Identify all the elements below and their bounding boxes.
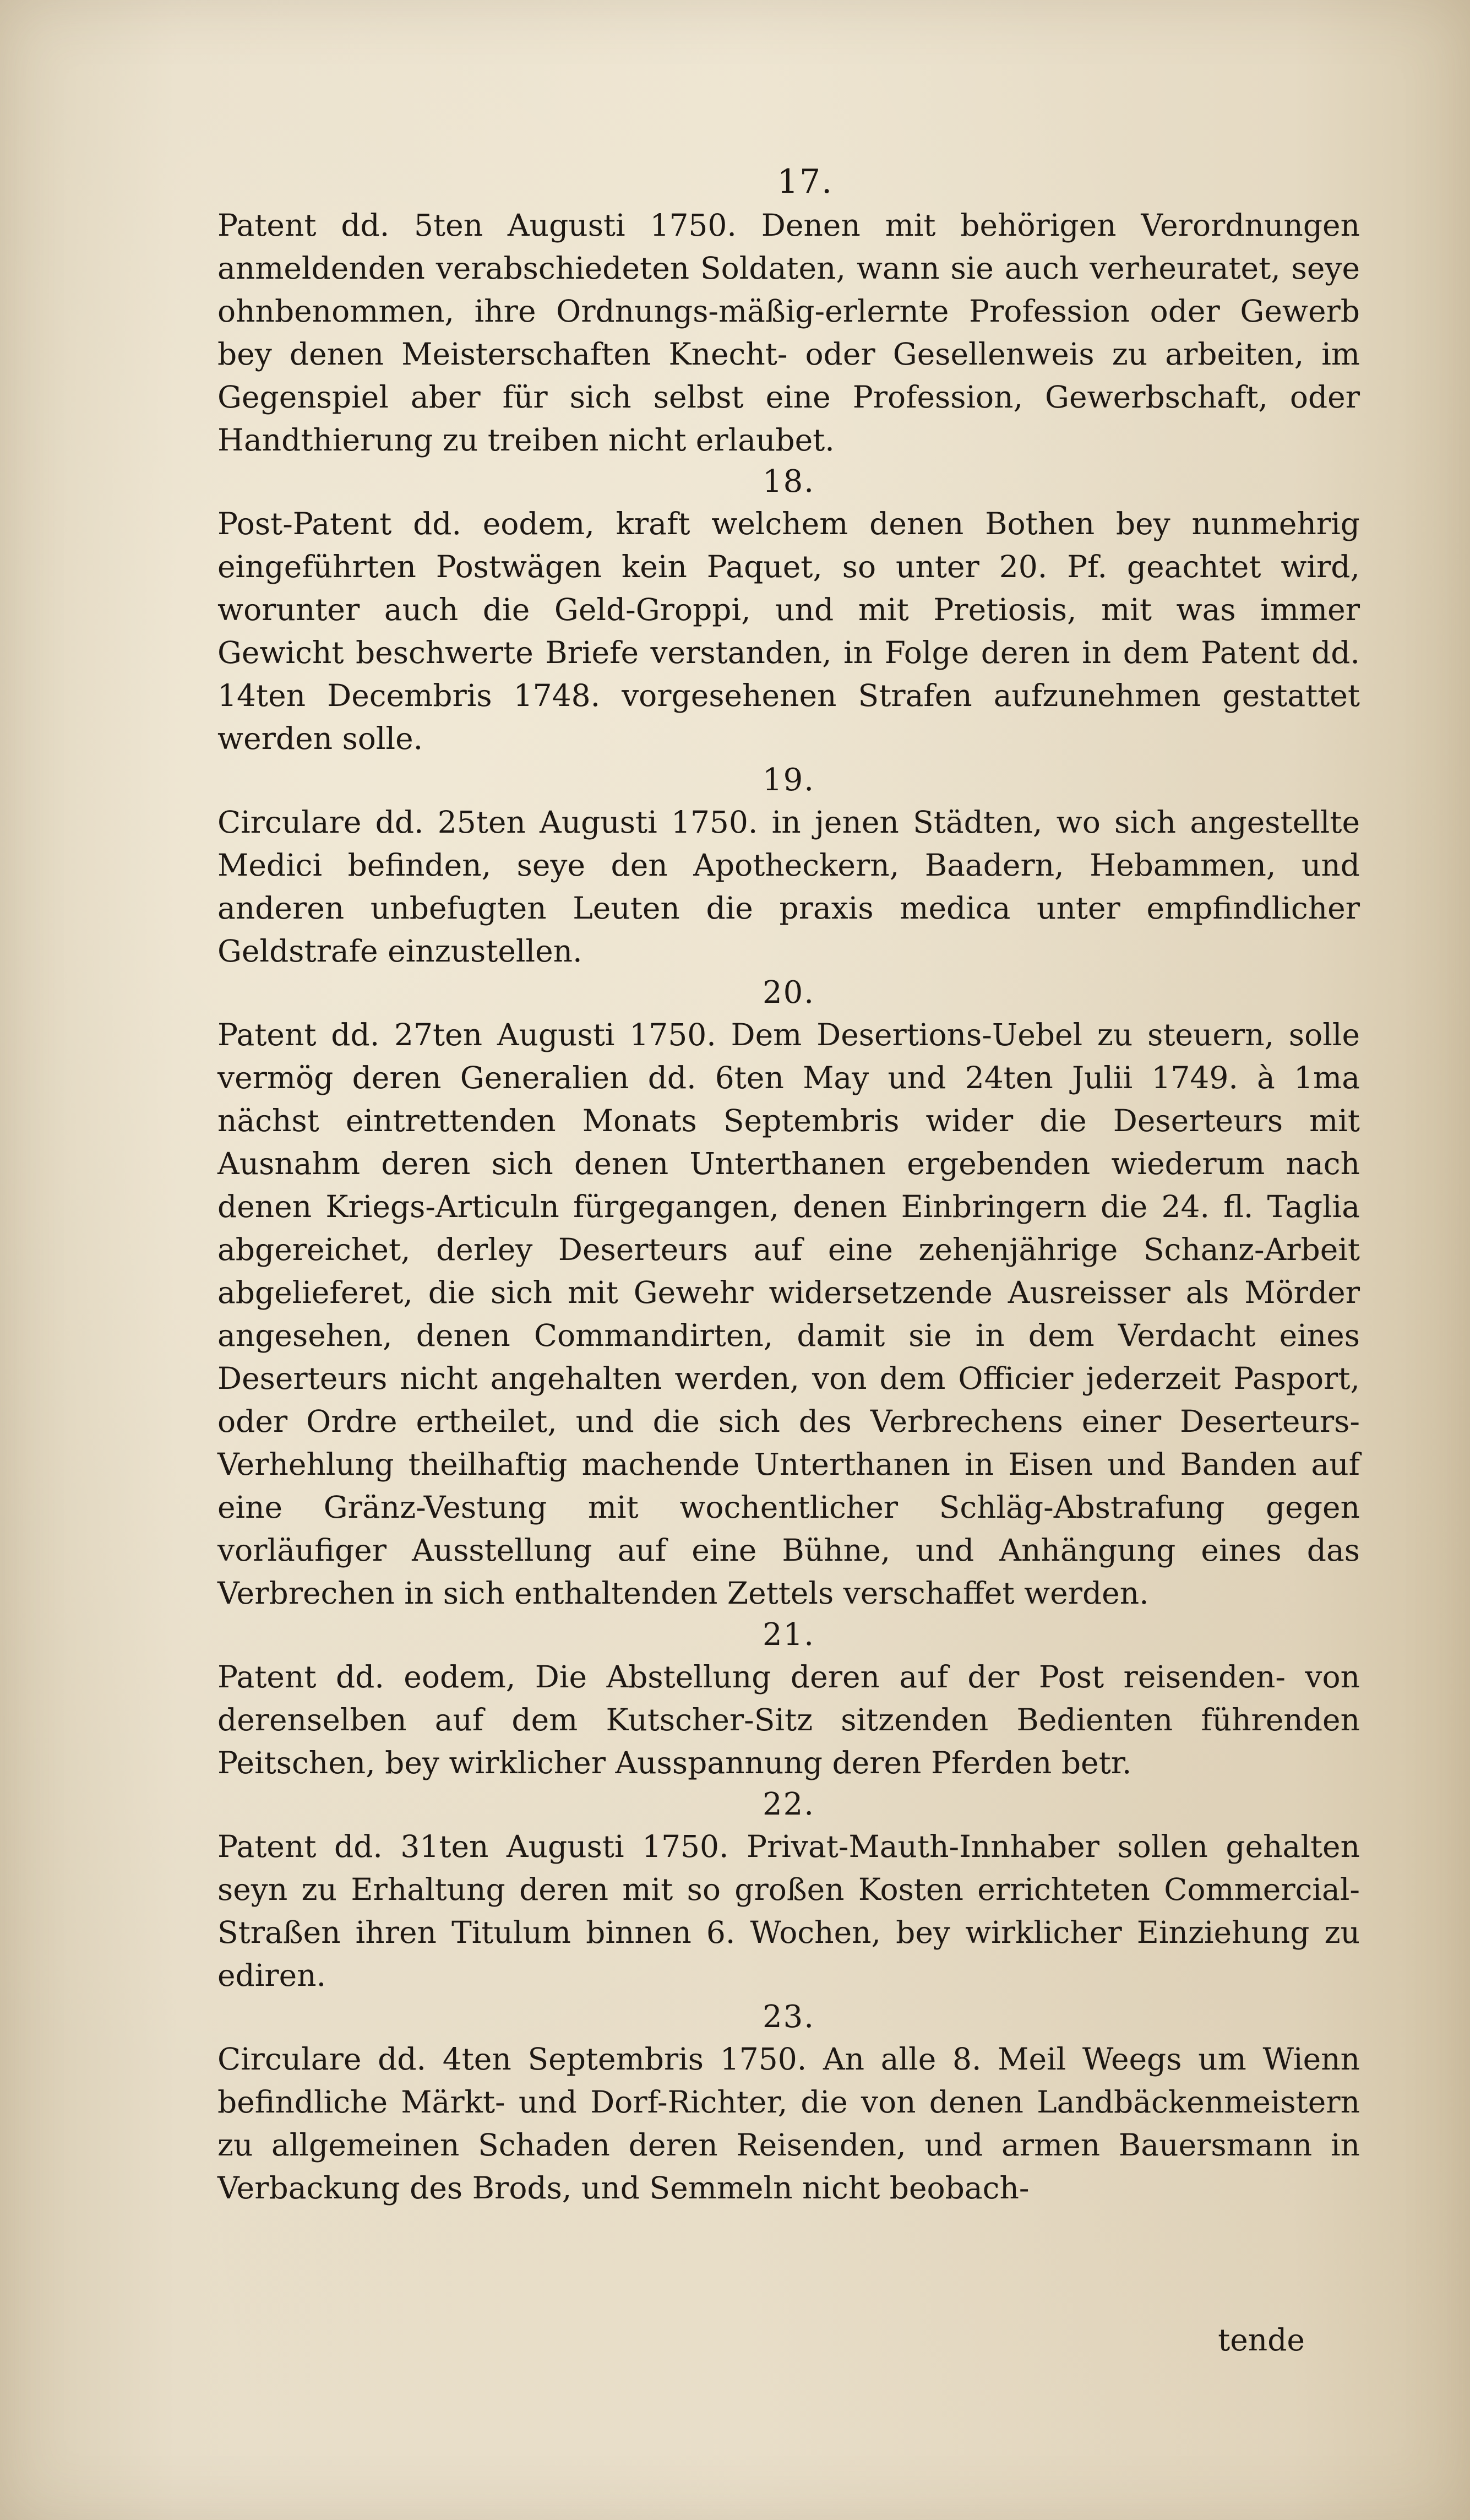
catchword: tende (1218, 2322, 1305, 2358)
section-number: 21. (762, 1617, 815, 1653)
text-block (217, 160, 1360, 2209)
section-number: 22. (762, 1786, 815, 1822)
section-text: Circulare dd. 25ten Augusti 1750. in jenen Städten, wo sich angestellte Medici befinden, seye den Apotheckern, Baadern, Hebammen, und anderen unbefugten Leuten die praxis medica unter empfindlicher Geldstrafe einzustellen. (217, 805, 1360, 969)
section-18 (217, 461, 1360, 760)
section-21 (217, 1615, 1360, 1784)
section-text: Post-Patent dd. eodem, kraft welchem denen Bothen bey nunmehrig eingeführten Postwägen kein Paquet, so unter 20. Pf. geachtet wird, worunter auch die Geld-Groppi, und mit Pretiosis, mit was immer Gewicht beschwerte Briefe verstanden, in Folge deren in dem Patent dd. 14ten Decembris 1748. vorgesehenen Strafen aufzunehmen gestattet werden solle. (217, 506, 1360, 756)
section-number: 23. (762, 1999, 815, 2035)
section-number: 20. (762, 975, 815, 1011)
section-number: 19. (762, 762, 815, 798)
section-19 (217, 760, 1360, 973)
section-23 (217, 1997, 1360, 2209)
section-text: Patent dd. 27ten Augusti 1750. Dem Desertions-Uebel zu steuern, solle vermög deren Generalien dd. 6ten May und 24ten Julii 1749. à 1ma nächst eintrettenden Monats Septembris wider die Deserteurs mit Ausnahm deren sich denen Unterthanen ergebenden wiederum nach denen Kriegs-Articuln fürgegangen, denen Einbringern die 24. fl. Taglia abgereichet, derley Deserteurs auf eine zehenjährige Schanz-Arbeit abgelieferet, die sich mit Gewehr widersetzende Ausreisser als Mörder angesehen, denen Commandirten, damit sie in dem Verdacht eines Deserteurs nicht angehalten werden, von dem Officier jederzeit Pasport, oder Ordre ertheilet, und die sich des Verbrechens einer Deserteurs-Verhehlung theilhaftig machende Unterthanen in Eisen und Banden auf eine Gränz-Vestung mit wochentlicher Schläg-Abstrafung gegen vorläufiger Ausstellung auf eine Bühne, und Anhängung eines das Verbrechen in sich enthaltenden Zettels verschaffet werden. (217, 1017, 1360, 1611)
section-number: 18. (762, 464, 815, 499)
section-text: Patent dd. 31ten Augusti 1750. Privat-Mauth-Innhaber sollen gehalten seyn zu Erhaltung deren mit so großen Kosten errichteten Commercial-Straßen ihren Titulum binnen 6. Wochen, bey wirklicher Einziehung zu ediren. (217, 1829, 1360, 1993)
section-20 (217, 973, 1360, 1615)
section-17 (217, 204, 1360, 461)
section-text: Patent dd. 5ten Augusti 1750. Denen mit behörigen Verordnungen anmeldenden verabschiedeten Soldaten, wann sie auch verheuratet, seye ohnbenommen, ihre Ordnungs-mäßig-erlernte Profession oder Gewerb bey denen Meisterschaften Knecht- oder Gesellenweis zu arbeiten, im Gegenspiel aber für sich selbst eine Profession, Gewerbschaft, oder Handthierung zu treiben nicht erlaubet. (217, 208, 1360, 458)
section-text: Patent dd. eodem, Die Abstellung deren auf der Post reisenden- von derenselben auf dem Kutscher-Sitz sitzenden Bedienten führenden Peitschen, bey wirklicher Ausspannung deren Pferden betr. (217, 1659, 1360, 1780)
section-22 (217, 1784, 1360, 1997)
section-text: Circulare dd. 4ten Septembris 1750. An alle 8. Meil Weegs um Wienn befindliche Märkt- und Dorf-Richter, die von denen Landbäckenmeistern zu allgemeinen Schaden deren Reisenden, und armen Bauersmann in Verbackung des Brods, und Semmeln nicht beobach- (217, 2041, 1360, 2206)
page-number: 17. (777, 162, 834, 201)
